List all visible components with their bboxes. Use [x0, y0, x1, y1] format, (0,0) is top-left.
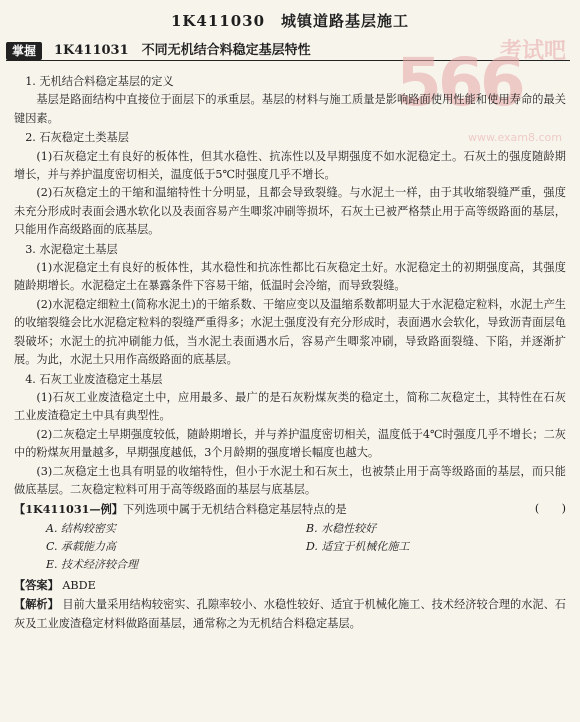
paragraph: 基层是路面结构中直接位于面层下的承重层。基层的材料与施工质量是影响路面使用性能和使用寿命的最关键因素。	[14, 93, 566, 125]
answer-line	[14, 576, 566, 595]
document-body	[14, 72, 566, 633]
heading-industrial-waste: 4. 石灰工业废渣稳定土基层	[25, 372, 163, 386]
options-list	[14, 520, 566, 574]
mastery-tag: 掌握	[6, 42, 42, 60]
paragraph: (3)二灰稳定土也具有明显的收缩特性，但小于水泥土和石灰土，也被禁止用于高等级路面的基层，而只能做底基层。二灰稳定粒料可用于高等级路面的基层与底基层。	[14, 464, 566, 496]
answer-value: ABDE	[62, 578, 96, 592]
answer-label: 【答案】	[14, 577, 59, 592]
heading-cement-soil: 3. 水泥稳定土基层	[25, 242, 118, 256]
answer-paren: ( )	[534, 502, 566, 516]
watermark-text	[500, 40, 566, 64]
example-question	[14, 500, 566, 519]
paragraph: (1)石灰稳定土有良好的板体性，但其水稳性、抗冻性以及早期强度不如水泥稳定土。石灰土的强度随龄期增长，并与养护温度密切相关，温度低于5℃时强度几乎不增长。	[14, 149, 566, 182]
paragraph: (2)二灰稳定土早期强度较低，随龄期增长，并与养护温度密切相关，温度低于4℃时强度几乎不增长；二灰中的粉煤灰用量越多，早期强度越低，3个月龄期的强度增长幅度也越大。	[14, 427, 566, 460]
watermark-number: 566	[396, 44, 522, 121]
analysis-text: 目前大量采用结构较密实、孔隙率较小、水稳性较好、适宜于机械化施工、技术经济较合理的水泥、石灰及工业废渣稳定材料做路面基层，通常称之为无机结合料稳定基层。	[14, 598, 566, 630]
example-question-text: 下列选项中属于无机结合料稳定基层特点的是	[122, 503, 347, 517]
analysis-label: 【解析】	[14, 597, 59, 612]
paragraph: (1)水泥稳定土有良好的板体性，其水稳性和抗冻性都比石灰稳定土好。水泥稳定土的初期强度高，其强度随龄期增长。水泥稳定土在暴露条件下容易干缩，低温时会冷缩，而导致裂缝。	[14, 261, 566, 293]
paragraph: (1)石灰工业废渣稳定土中，应用最多、最广的是石灰粉煤灰类的稳定土，简称二灰稳定土，其特性在石灰工业废渣稳定土中具有典型性。	[14, 390, 566, 423]
option-c: C. 承载能力高	[46, 539, 117, 553]
option-d: D. 适宜于机械化施工	[306, 539, 410, 553]
watermark-url: www.exam8.com	[467, 131, 562, 144]
watermark-text-top: 考试吧	[499, 39, 566, 64]
example-label: 【1K411031—例】	[14, 502, 123, 517]
option-b: B. 水稳性较好	[306, 521, 377, 535]
heading-definition: 1. 无机结合料稳定基层的定义	[25, 75, 174, 88]
paragraph: (2)石灰稳定土的干缩和温缩特性十分明显，且都会导致裂缝。与水泥土一样，由于其收缩裂缝严重，强度未充分形成时表面会遇水软化以及表面容易产生唧浆冲刷等损坏，石灰土已被严格禁止用于高等级路面的基层，只能用作高级路面的底基层。	[14, 186, 566, 237]
paragraph: (2)水泥稳定细粒土(简称水泥土)的干缩系数、干缩应变以及温缩系数都明显大于水泥稳定粒料，水泥土产生的收缩裂缝会比水泥稳定粒料的裂缝严重得多；水泥土强度没有充分形成时，表面遇水会软化，导致沥青面层龟裂破坏；水泥土的抗冲刷能力低，当水泥土表面遇水后，容易产生唧浆冲刷，导致路面裂缝、下陷，并逐渐扩展。为此，水泥土只用作高级路面的底基层。	[14, 297, 566, 367]
option-e: E. 技术经济较合理	[46, 557, 139, 571]
section-title: 1K411031 不同无机结合料稳定基层特性	[54, 43, 311, 58]
heading-lime-soil: 2. 石灰稳定土类基层	[25, 131, 129, 145]
chapter-title: 1K411030 城镇道路基层施工	[170, 12, 410, 30]
analysis-line	[14, 595, 566, 633]
option-a: A. 结构较密实	[46, 521, 116, 535]
